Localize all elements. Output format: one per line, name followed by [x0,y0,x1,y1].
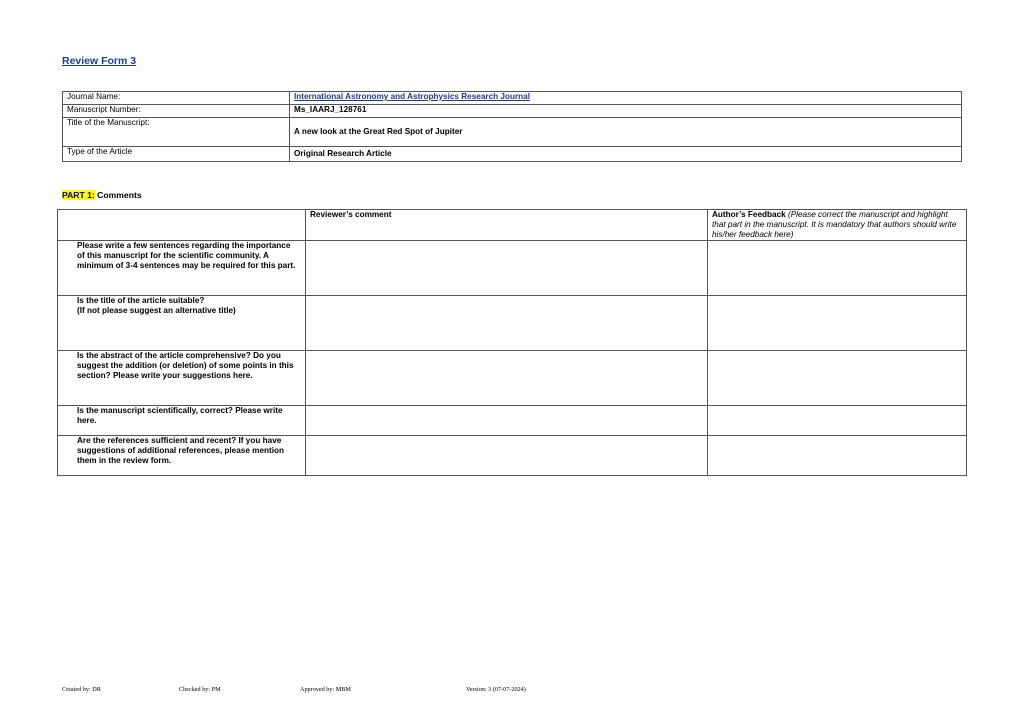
info-row-title [63,118,962,147]
author-feedback-header [708,210,967,241]
form-title: Review Form 3 [62,55,137,67]
footer-created-by: Created by: DR [62,686,101,693]
journal-name-link[interactable]: International Astronomy and Astrophysics Research Journal [294,92,530,101]
question-row [58,241,967,296]
journal-name-value[interactable] [290,92,962,105]
question-importance: Please write a few sentences regarding the importance of this manuscript for the scientific community. A minimum of 3-4 sentences may be required for this part. [58,241,306,296]
reviewer-comment-cell[interactable] [306,406,708,436]
footer-checked-by: Checked by: PM [179,686,221,693]
question-title-suitable: Is the title of the article suitable? (If not please suggest an alternative title) [58,296,306,351]
journal-name-label: Journal Name: [63,92,290,105]
question-scientific: Is the manuscript scientifically, correct? Please write here. [58,406,306,436]
manuscript-title-value: A new look at the Great Red Spot of Jupiter [290,118,962,147]
question-row [58,296,967,351]
question-row [58,351,967,406]
article-type-value: Original Research Article [290,147,962,162]
reviewer-comment-cell[interactable] [306,351,708,406]
author-feedback-cell[interactable] [708,351,967,406]
info-row-journal [63,92,962,105]
part1-heading-text: Comments [94,190,142,200]
info-row-article-type [63,147,962,162]
part1-highlight: PART 1: [62,190,95,200]
author-feedback-cell[interactable] [708,406,967,436]
author-feedback-title: Author’s Feedback [712,210,786,219]
info-row-manuscript-number [63,105,962,118]
footer-version: Version: 3 (07-07-2024) [466,686,526,693]
question-row [58,406,967,436]
article-type-label: Type of the Article [63,147,290,162]
reviewer-comment-header: Reviewer’s comment [306,210,708,241]
manuscript-number-label: Manuscript Number: [63,105,290,118]
reviewer-comment-cell[interactable] [306,296,708,351]
author-feedback-instructions: (Please correct the manuscript and highlight that part in the manuscript. It is mandatory that authors should write his/her feedback here) [712,210,957,239]
footer-approved-by: Approved by: MBM [300,686,351,693]
question-references: Are the references sufficient and recent? If you have suggestions of additional references, please mention them in the review form. [58,436,306,476]
reviewer-comment-cell[interactable] [306,436,708,476]
header-blank-cell [58,210,306,241]
question-row [58,436,967,476]
manuscript-info-table [62,91,962,162]
question-abstract: Is the abstract of the article comprehensive? Do you suggest the addition (or deletion) of some points in this section? Please write your suggestions here. [58,351,306,406]
author-feedback-cell[interactable] [708,241,967,296]
manuscript-title-label: Title of the Manuscript: [63,118,290,147]
manuscript-number-value: Ms_IAARJ_128761 [290,105,962,118]
reviewer-comment-cell[interactable] [306,241,708,296]
author-feedback-cell[interactable] [708,296,967,351]
part1-heading [62,190,142,200]
comments-header-row [58,210,967,241]
author-feedback-cell[interactable] [708,436,967,476]
comments-table [57,209,967,476]
